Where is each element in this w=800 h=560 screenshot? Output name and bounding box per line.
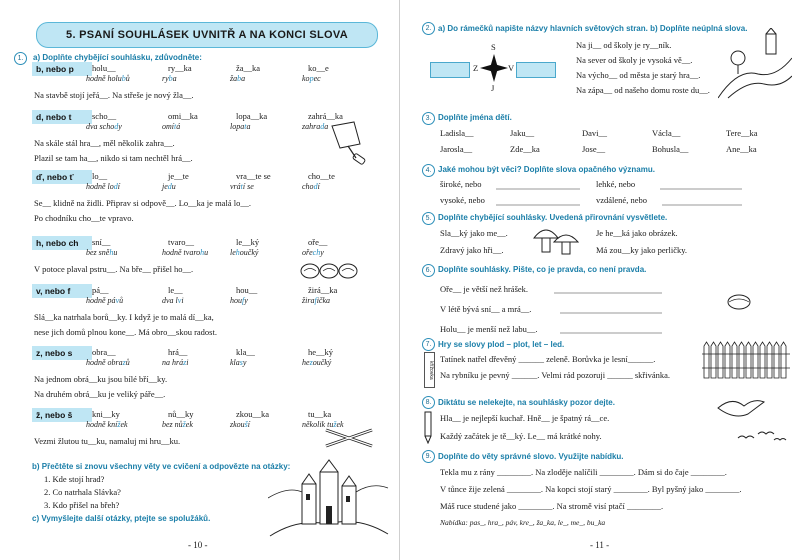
example-prefix: dva scho [86, 122, 115, 131]
example-word [230, 248, 258, 257]
example-highlight: h [200, 248, 205, 257]
example-highlight: d [313, 182, 318, 191]
walnut-illustration [726, 294, 752, 310]
fence-picket [767, 342, 772, 378]
fence-picket [774, 342, 779, 378]
exercise-line: Hla__ je nejlepší kuchař. Hně__ je špatný rá__ce. [440, 413, 610, 423]
exercise-line: V tůnce žije zelená ________. Na kopci stojí starý ________. Byl pyšný jako ________. [440, 484, 742, 494]
gap-word: tu__ka [308, 409, 332, 419]
task-instruction: a) Doplňte chybějící souhlásku, zdůvodněte: [33, 53, 202, 62]
gap-word: nů__ky [168, 409, 194, 419]
example-highlight: z [309, 358, 313, 367]
gap-word: holu__ [92, 63, 116, 73]
question-2: 2. Co natrhala Slávka? [44, 487, 121, 497]
example-highlight: b [168, 74, 173, 83]
example-highlight: f [314, 296, 317, 305]
gap-word: ry__ka [168, 63, 192, 73]
example-suffix: oučký [312, 358, 332, 367]
example-prefix: oře [302, 248, 313, 257]
exercise-sentence: Vezmi žlutou tu__ku, namaluj mi hru__ku. [34, 436, 181, 446]
question-1: 1. Kde stojí hrad? [44, 474, 105, 484]
example-word [86, 358, 130, 367]
example-prefix: ko [302, 74, 310, 83]
example-prefix: le [230, 248, 236, 257]
example-prefix: dva l [162, 296, 178, 305]
fence-picket [753, 342, 758, 378]
example-suffix: u [204, 248, 209, 257]
example-word [162, 420, 193, 429]
gap-word: tvaro__ [168, 237, 194, 247]
fence-picket [739, 342, 744, 378]
name-gap: Zde__ka [510, 144, 540, 154]
example-suffix: á [176, 122, 181, 131]
example-prefix: kla [230, 358, 240, 367]
example-suffix: í [317, 182, 320, 191]
example-suffix: u [171, 182, 176, 191]
fence-picket [781, 342, 786, 378]
compass-north-label: S [491, 42, 496, 52]
task-number: 8. [422, 396, 435, 409]
name-gap: Bohusla__ [652, 144, 689, 154]
name-gap: Ane__ka [726, 144, 757, 154]
example-word [302, 296, 330, 305]
page-right [400, 0, 800, 560]
exercise-sentence: Slá__ka natrhala borů__ky. I když je to malá dí__ka, [34, 312, 214, 322]
example-suffix: ek [120, 420, 128, 429]
gap-word: sní__ [92, 237, 111, 247]
example-highlight: b [237, 74, 242, 83]
example-suffix: a [241, 74, 246, 83]
fence-picket [718, 342, 723, 378]
example-highlight: s [239, 358, 243, 367]
example-highlight: b [121, 74, 126, 83]
example-suffix: í se [242, 182, 254, 191]
example-highlight: d [114, 122, 119, 131]
example-word [86, 420, 128, 429]
example-prefix: hodně kní [86, 420, 118, 429]
gap-word: ža__ka [236, 63, 261, 73]
example-highlight: t [240, 182, 243, 191]
example-highlight: t [174, 122, 177, 131]
gap-word: scho__ [92, 111, 117, 121]
gap-word: lopa__ka [236, 111, 268, 121]
exercise-line: Oře__ je větší než hrášek. [440, 284, 529, 294]
fence-picket [732, 342, 737, 378]
task-instruction: Doplňte chybějící souhlásky. Uvedená přirovnání vysvětlete. [438, 213, 668, 222]
example-prefix: bez sně [86, 248, 110, 257]
example-highlight: d [320, 122, 325, 131]
exercise-line: Na sever od školy je vysoká vě__. [576, 55, 693, 65]
exercise-line: Tatínek natřel dřevěný ______ zeleně. Borůvka je lesní______. [440, 354, 656, 364]
example-suffix: y [320, 248, 324, 257]
example-suffix: a [172, 74, 177, 83]
page-number: - 10 - [188, 540, 208, 550]
example-word [302, 182, 320, 191]
example-suffix: ů [119, 296, 124, 305]
name-gap: Jaku__ [510, 128, 535, 138]
example-suffix: i [181, 296, 184, 305]
example-prefix: zahra [302, 122, 321, 131]
example-suffix: í [117, 182, 121, 191]
example-prefix: lopa [230, 122, 245, 131]
task-number: 2. [422, 22, 435, 35]
exercise-sentence: Na jednom obrá__ku jsou bílé bří__ky. [34, 374, 168, 384]
exercise-line: Máš ruce studené jako ________. Na stromě visí ptačí ________. [440, 501, 664, 511]
gap-word: ko__e [308, 63, 329, 73]
task-b-instruction: b) Přečtěte si znovu všechny věty ve cvičení a odpovězte na otázky: [32, 462, 291, 471]
example-suffix: y [244, 296, 248, 305]
fence-illustration [700, 338, 792, 380]
letter-pair-tag: v, nebo f [32, 284, 92, 298]
example-word [302, 248, 324, 257]
example-suffix: y [118, 122, 122, 131]
task-instruction: Hry se slovy plod – plot, let – led. [438, 340, 565, 349]
example-suffix: u [113, 248, 118, 257]
example-prefix: zkou [230, 420, 245, 429]
exercise-line: Na ji__ od školy je ry__ník. [576, 40, 672, 50]
example-highlight: z [122, 358, 126, 367]
gap-word: lo__ [92, 171, 108, 181]
exercise-sentence: Na skále stál hra__, měl několik zahra__. [34, 138, 175, 148]
compass-west-label: Z [473, 63, 479, 73]
exercise-sentence: Po chodníku cho__te vpravo. [34, 213, 134, 223]
task-instruction: Diktátu se nelekejte, na souhlásky pozor dejte. [438, 398, 615, 407]
example-highlight: d [113, 182, 118, 191]
exercise-line: Je he__ká jako obrázek. [596, 228, 678, 238]
gap-word: kla__ [236, 347, 255, 357]
example-suffix: ů [125, 358, 130, 367]
example-highlight: ž [333, 420, 337, 429]
pencil-icon [422, 410, 434, 444]
exercise-sentence: nese jich domů plnou kone__. Má obro__skou radost. [34, 327, 217, 337]
example-suffix: oučký [239, 248, 259, 257]
task-instruction: Doplňte do věty správné slovo. Využijte nabídku. [438, 452, 624, 461]
task-number: 6. [422, 264, 435, 277]
example-highlight: ch [312, 248, 321, 257]
example-word [86, 182, 120, 191]
crossword-label: křížovka [424, 352, 435, 388]
gap-word: je__te [168, 171, 189, 181]
castle-illustration [268, 458, 390, 538]
example-word [162, 74, 177, 83]
letter-pair-tag: ž, nebo š [32, 408, 92, 422]
letter-pair-tag: ď, nebo ť [32, 170, 92, 184]
example-suffix: ů [125, 74, 130, 83]
example-prefix: cho [302, 182, 314, 191]
name-gap: Ladisla__ [440, 128, 474, 138]
mushroom-illustration [532, 222, 580, 256]
example-highlight: f [242, 296, 245, 305]
task-c-instruction: c) Vymyšlejte další otázky, ptejte se spolužáků. [32, 514, 211, 523]
example-word [230, 182, 254, 191]
gap-word: hou__ [236, 285, 258, 295]
compass-south-label: J [491, 83, 495, 93]
task-instruction: Doplňte jména dětí. [438, 113, 512, 122]
example-prefix: hodně lo [86, 182, 114, 191]
trowel-illustration [326, 118, 372, 166]
gap-word: oře__ [308, 237, 328, 247]
fence-picket [760, 342, 765, 378]
example-suffix: ek [336, 420, 344, 429]
example-highlight: p [309, 74, 314, 83]
task-number: 1. [14, 52, 27, 65]
example-prefix: vrá [230, 182, 241, 191]
example-prefix: je [162, 182, 168, 191]
exercise-line: Na výcho__ od města je starý hra__. [576, 70, 701, 80]
gap-word: vra__te se [236, 171, 271, 181]
gap-word: pá__ [92, 285, 109, 295]
opposite-line: vzdálené, nebo [596, 195, 647, 205]
example-highlight: h [109, 248, 114, 257]
example-suffix: y [242, 358, 247, 367]
example-word [86, 296, 123, 305]
example-word [162, 182, 176, 191]
example-highlight: v [177, 296, 182, 305]
example-prefix: bez nů [162, 420, 183, 429]
example-prefix: hodně pá [86, 296, 116, 305]
gap-word: zkou__ka [236, 409, 270, 419]
opposite-line: vysoké, nebo [440, 195, 485, 205]
example-prefix: žira [302, 296, 315, 305]
example-prefix: hodně tvaro [162, 248, 201, 257]
exercise-sentence: V potoce plaval pstru__. Na bře__ přišel ho__. [34, 264, 194, 274]
example-word [230, 420, 250, 429]
gap-word: kni__ky [92, 409, 120, 419]
example-suffix: í [247, 420, 251, 429]
gap-word: obra__ [92, 347, 116, 357]
pencils-illustration [322, 426, 378, 450]
example-suffix: a [246, 122, 251, 131]
example-prefix: hodně obra [86, 358, 123, 367]
example-prefix: hou [230, 296, 242, 305]
name-gap: Jose__ [582, 144, 606, 154]
exercise-line: Má zou__ky jako perličky. [596, 245, 688, 255]
exercise-line: Na zápa__ od našeho domu roste du__. [576, 85, 710, 95]
gap-word: le__ [168, 285, 183, 295]
exercise-sentence: Se__ klidně na židli. Připrav si odpově__. Lo__ka je malá lo__. [34, 198, 251, 208]
gap-word: he__ký [308, 347, 334, 357]
name-gap: Davi__ [582, 128, 608, 138]
letter-pair-tag: b, nebo p [32, 62, 92, 76]
walnuts-illustration [300, 262, 360, 280]
question-3: 3. Kdo přišel na břeh? [44, 500, 120, 510]
example-word [162, 296, 184, 305]
example-word [230, 296, 248, 305]
fence-picket [725, 342, 730, 378]
example-word [86, 248, 117, 257]
example-word [302, 74, 321, 83]
exercise-line: Holu__ je menší než labu__. [440, 324, 538, 334]
compass-east-label: V [508, 63, 515, 73]
gap-word: cho__te [308, 171, 335, 181]
example-prefix: he [302, 358, 310, 367]
task-number: 7. [422, 338, 435, 351]
example-prefix: na hrá [162, 358, 184, 367]
exercise-sentence: Na stavbě stojí jeřá__. Na střeše je nový žla__. [34, 90, 194, 100]
example-suffix: ek [185, 420, 193, 429]
example-word [302, 122, 328, 131]
example-word [302, 358, 331, 367]
example-word [162, 248, 208, 257]
exercise-line: Tekla mu z rány ________. Na zloděje nalíčili ________. Dám si do čaje ________. [440, 467, 727, 477]
example-highlight: v [115, 296, 120, 305]
name-gap: Tere__ka [726, 128, 758, 138]
example-prefix: ža [230, 74, 238, 83]
task-instruction: Jaké mohou být věci? Doplňte slova opačného významu. [438, 165, 655, 174]
example-prefix: několik tu [302, 420, 334, 429]
task-number: 5. [422, 212, 435, 225]
gap-word: zahrá__ka [308, 111, 343, 121]
example-highlight: z [183, 358, 187, 367]
gap-word: omi__ka [168, 111, 198, 121]
example-suffix: ec [313, 74, 321, 83]
task-number: 4. [422, 164, 435, 177]
example-suffix: ička [316, 296, 331, 305]
exercise-sentence: Na druhém obrá__ku je veliký páře__. [34, 389, 166, 399]
example-highlight: š [244, 420, 248, 429]
example-highlight: ž [117, 420, 121, 429]
chapter-title: 5. PSANÍ SOUHLÁSEK UVNITŘ A NA KONCI SLOVA [36, 22, 378, 48]
fence-picket [711, 342, 716, 378]
example-prefix: hodně holu [86, 74, 122, 83]
task-number: 3. [422, 112, 435, 125]
example-highlight: d [167, 182, 172, 191]
example-word [230, 74, 245, 83]
example-highlight: ž [182, 420, 186, 429]
fence-picket [746, 342, 751, 378]
example-word [230, 122, 250, 131]
task-instruction: Doplňte souhlásky. Pište, co je pravda, co není pravda. [438, 265, 647, 274]
example-word [86, 122, 122, 131]
fence-picket [704, 342, 709, 378]
example-word [162, 358, 188, 367]
letter-pair-tag: z, nebo s [32, 346, 92, 360]
example-highlight: t [244, 122, 247, 131]
exercise-line: Sla__ký jako me__. [440, 228, 508, 238]
example-prefix: ry [162, 74, 169, 83]
task-number: 9. [422, 450, 435, 463]
example-highlight: h [235, 248, 240, 257]
birds-illustration [698, 394, 792, 448]
exercise-line: Každý začátek je tě__ký. Le__ má krátké nohy. [440, 431, 602, 441]
letter-pair-tag: h, nebo ch [32, 236, 92, 250]
task-instruction: a) Do rámečků napište názvy hlavních světových stran. b) Doplňte neúplná slova. [438, 24, 748, 33]
letter-pair-tag: d, nebo t [32, 110, 92, 124]
exercise-sentence: Plazil se tam ha__, nikdo si tam nechtěl hrá__. [34, 153, 193, 163]
name-gap: Jarosla__ [440, 144, 473, 154]
exercise-line: V létě bývá sní__ a mrá__. [440, 304, 532, 314]
opposite-line: lehké, nebo [596, 179, 636, 189]
opposite-line: široké, nebo [440, 179, 482, 189]
gap-word: žirá__ka [308, 285, 338, 295]
gap-word: hrá__ [168, 347, 188, 357]
example-word [162, 122, 180, 131]
word-offer: Nabídka: pas_, hra_, páv, kre_, ža_ka, le_, me_, bu_ka [440, 518, 606, 527]
example-word [86, 74, 130, 83]
example-word [230, 358, 246, 367]
gap-word: le__ký [236, 237, 260, 247]
example-prefix: omí [162, 122, 174, 131]
page-number: - 11 - [590, 540, 610, 550]
example-suffix: i [186, 358, 189, 367]
exercise-line: Na rybníku je pevný ______. Velmi rád pozoruji ______ skřivánka. [440, 370, 671, 380]
example-suffix: a [324, 122, 329, 131]
name-gap: Václa__ [652, 128, 681, 138]
exercise-line: Zdravý jako hři__. [440, 245, 504, 255]
